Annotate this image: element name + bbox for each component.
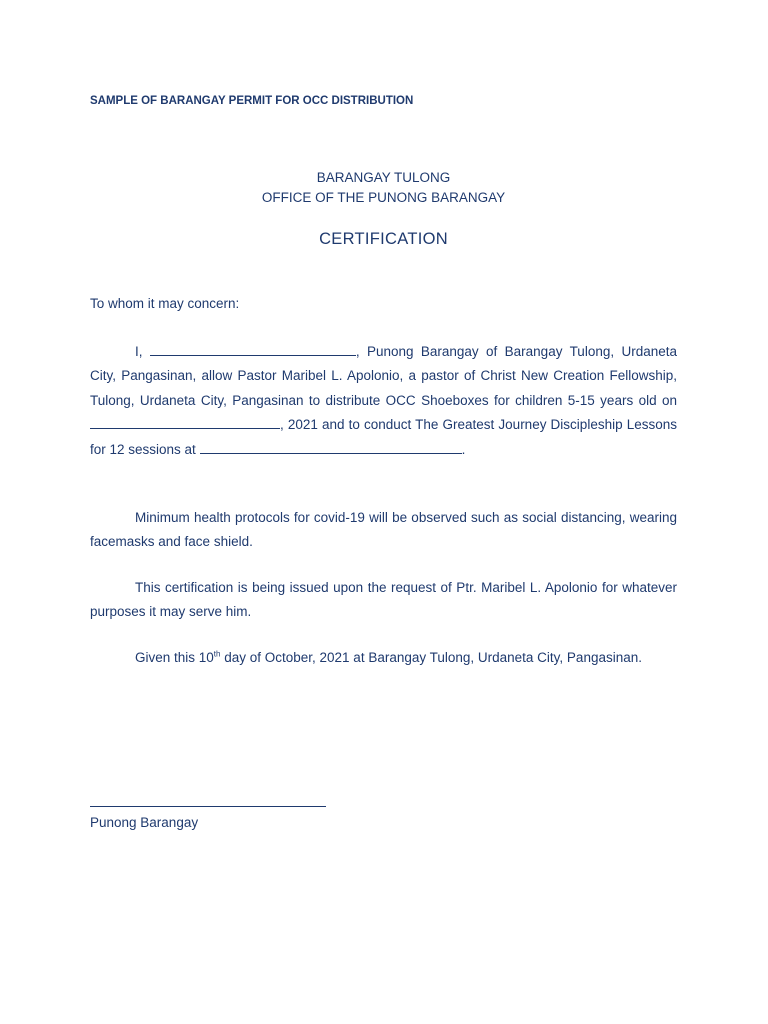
document-heading: SAMPLE OF BARANGAY PERMIT FOR OCC DISTRIBUTION [90, 95, 414, 107]
paragraph-given [90, 646, 677, 670]
paragraph-permission [90, 340, 677, 462]
paragraph-request: This certification is being issued upon the request of Ptr. Maribel L. Apolonio for whatever purposes it may serve him. [90, 580, 677, 620]
p1-text-2: , Punong Barangay of Barangay Tulong, Urdaneta City, Pangasinan, allow Pastor Maribel L. Apolonio, a pastor of Christ New Creation Fellowship, Tulong, Urdaneta City, Pangasinan to distribute OCC Shoeboxes for children 5-15 years old on [90, 344, 677, 408]
office-block [90, 168, 677, 208]
salutation: To whom it may concern: [90, 296, 240, 311]
venue-blank-field [200, 439, 462, 454]
barangay-name: BARANGAY TULONG [316, 170, 451, 185]
p4-text-2: day of October, 2021 at Barangay Tulong, Urdaneta City, Pangasinan. [220, 650, 642, 665]
paragraph-health-protocols: Minimum health protocols for covid-19 will be observed such as social distancing, wearing facemasks and face shield. [90, 510, 677, 550]
p4-text-1: Given this 10 [135, 650, 214, 665]
signature-label: Punong Barangay [90, 815, 199, 830]
office-name: OFFICE OF THE PUNONG BARANGAY [261, 190, 506, 205]
signature-line [90, 806, 326, 807]
p1-text-4: . [461, 441, 466, 457]
date-blank-field [90, 414, 280, 429]
p1-text-3: , 2021 and to conduct The Greatest Journey Discipleship Lessons for 12 sessions at [90, 417, 677, 457]
certification-title: CERTIFICATION [319, 230, 448, 248]
name-blank-field [150, 341, 356, 356]
ordinal-suffix: th [213, 649, 221, 659]
p1-text-1: I, [135, 344, 150, 359]
